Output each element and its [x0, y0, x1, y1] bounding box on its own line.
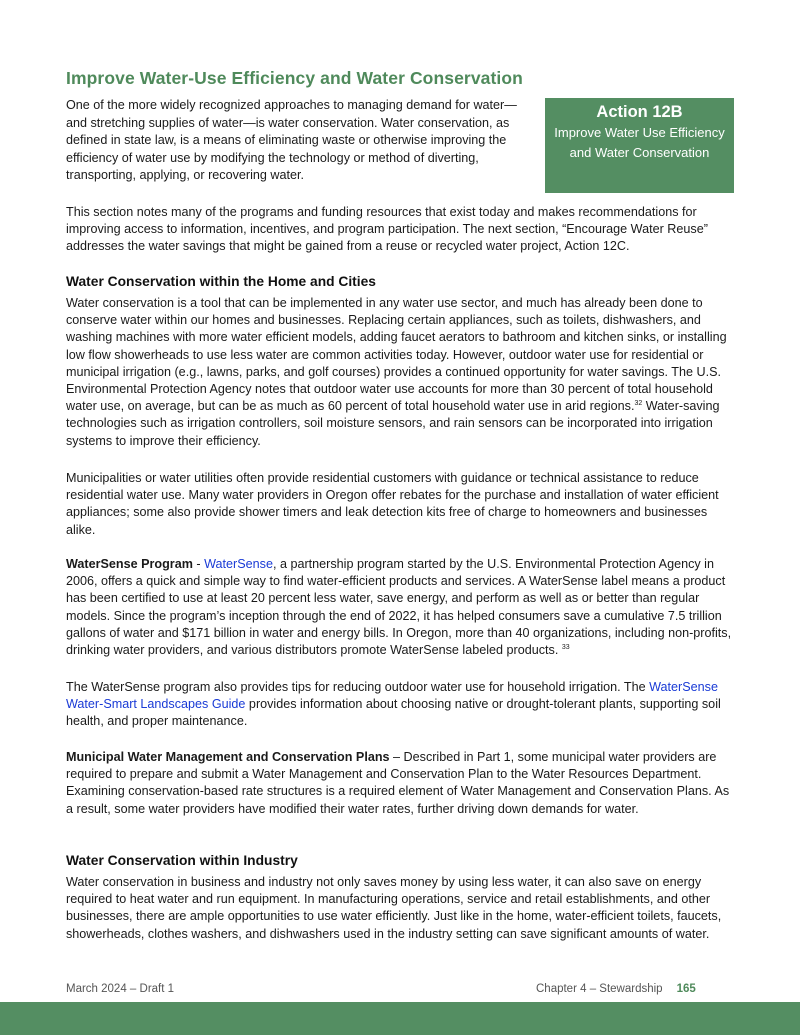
section-title: Improve Water-Use Efficiency and Water Conservation [66, 68, 523, 88]
home-paragraph-2: Municipalities or water utilities often provide residential customers with guidance or technical assistance to reduce residential water use. Many water providers in Oregon offer rebates for the purchase and installation of water efficient appliances; some also provide shower timers and leak detection kits free of charge to homeowners and businesses alike. [66, 471, 719, 537]
intro-paragraph: One of the more widely recognized approaches to managing demand for water—and stretching supplies of water—is water conservation. Water conservation, as defined in state law, is a means of eliminating waste or otherwise improving the efficiency of water use by modifying the technology or method of diverting, transporting, applying, or recovering water. [66, 98, 517, 182]
action-title: Action 12B [596, 103, 683, 121]
municipal-plans-label: Municipal Water Management and Conservation Plans [66, 750, 390, 764]
home-paragraph-1: Water conservation is a tool that can be implemented in any water use sector, and much has already been done to conserve water within our homes and businesses. Replacing certain appliances, such as toilets, dishwashers, and washing machines with more water efficient models, adding faucet aerators to bathroom and kitchen sinks, or installing low flow showerheads to use less water are common activities today. However, outdoor water use for residential or municipal irrigation (e.g., lawns, parks, and golf courses) provides a continued opportunity for water savings. The U.S. Environmental Protection Agency notes that outdoor water use accounts for more than 30 percent of total household water use, on average, but can be as much as 60 percent of total household water use in arid regions.$^{32}$ Water-saving technologies such as irrigation controllers, soil moisture sensors, and rain sensors can be incorporated into irrigation systems to improve their efficiency. [66, 296, 727, 448]
footnote-33[interactable]: 33 [561, 643, 570, 651]
watersense-paragraph: WaterSense Program - WaterSense, a partnership program started by the U.S. Environmental Protection Agency in 2006, offers a quick and simple way to find water-efficient products and services. A WaterSense label means a product has been certified to use at least 20 percent less water, save energy, and perform as well as or better than regular models. Since the program’s inception through the end of 2022, it has helped consumers save a cumulative 7.5 trillion gallons of water and $171 billion in water and energy bills. In Oregon, more than 40 organizations, including non-profits, drinking water providers, and various distributors promote WaterSense labeled products. $^{33}$ [66, 557, 732, 658]
watersense-tips-paragraph: The WaterSense program also provides tips for reducing outdoor water use for household irrigation. The WaterSense Water-Smart Landscapes Guide provides information about choosing native or drought-tolerant plants, supporting soil health, and proper maintenance. [66, 680, 721, 729]
industry-heading: Water Conservation within Industry [66, 853, 298, 868]
action-callout-box [545, 98, 734, 193]
watersense-label: WaterSense Program [66, 557, 193, 571]
footnote-32[interactable]: 32 [634, 400, 643, 408]
page-number: 165 [676, 983, 696, 995]
landscapes-guide-link[interactable]: WaterSense Water-Smart Landscapes Guide [66, 680, 718, 712]
home-cities-heading: Water Conservation within the Home and Cities [66, 274, 376, 289]
watersense-link[interactable]: WaterSense [204, 557, 273, 571]
municipal-plans-paragraph: Municipal Water Management and Conservation Plans – Described in Part 1, some municipal water providers are required to prepare and submit a Water Management and Conservation Plan to the Water Resources Department. Examining conservation-based rate structures is a required element of Water Management and Conservation Plans. As a result, some water providers have modified their water rates, further driving down demands for water. [66, 750, 730, 816]
industry-paragraph: Water conservation in business and industry not only saves money by using less water, it can also save on energy required to heat water and run equipment. In manufacturing operations, service and retail establishments, and other businesses, there are ample opportunities to use water efficiently. Just like in the home, water-efficient toilets, faucets, showerheads, clothes washers, and dishwashers used in the industry setting can save significant amounts of water. [66, 875, 722, 941]
section-note-paragraph: This section notes many of the programs and funding resources that exist today and makes recommendations for improving access to information, incentives, and program participation. The next section, “Encourage Water Reuse” addresses the water savings that might be gained from a reuse or recycled water project, Action 12C. [66, 205, 708, 254]
footer-chapter: Chapter 4 – Stewardship 165 [536, 983, 696, 995]
footer-date: March 2024 – Draft 1 [66, 983, 175, 995]
action-subtitle: Improve Water Use Efficiency and Water Conservation [554, 125, 725, 160]
footer-bar [0, 1002, 800, 1035]
